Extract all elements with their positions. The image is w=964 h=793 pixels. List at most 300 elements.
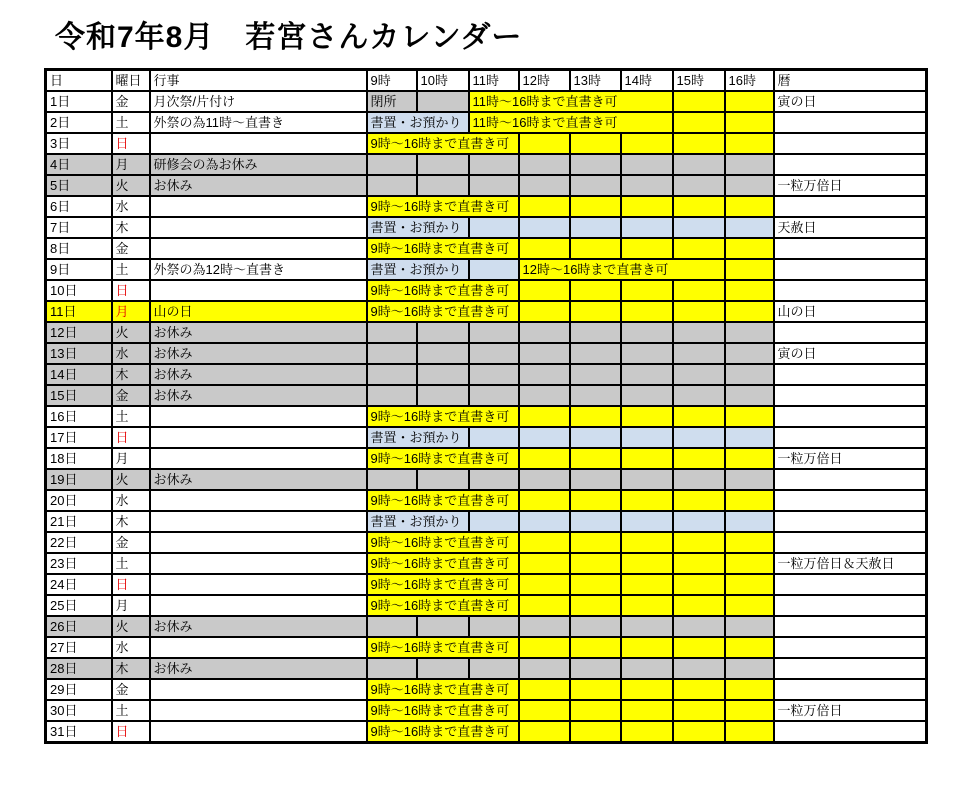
time-slot-cell xyxy=(725,616,774,637)
time-slot-cell: 9時～16時まで直書き可 xyxy=(367,238,519,259)
time-slot-cell xyxy=(570,301,621,322)
weekday-cell: 火 xyxy=(112,469,150,490)
event-cell xyxy=(150,574,367,595)
time-slot-cell: 9時～16時まで直書き可 xyxy=(367,406,519,427)
time-slot-cell xyxy=(469,469,519,490)
event-cell: 外祭の為11時～直書き xyxy=(150,112,367,133)
date-cell: 22日 xyxy=(46,532,112,553)
time-slot-cell: 9時～16時まで直書き可 xyxy=(367,679,519,700)
koyomi-cell xyxy=(774,259,927,280)
time-slot-cell xyxy=(519,343,570,364)
time-slot-cell xyxy=(570,385,621,406)
weekday-cell: 土 xyxy=(112,406,150,427)
time-slot-cell xyxy=(621,196,673,217)
koyomi-cell xyxy=(774,721,927,743)
time-slot-cell xyxy=(725,490,774,511)
koyomi-cell xyxy=(774,322,927,343)
calendar-row-8日 xyxy=(46,238,927,259)
calendar-row-4日 xyxy=(46,154,927,175)
calendar-row-29日 xyxy=(46,679,927,700)
time-slot-cell xyxy=(621,574,673,595)
koyomi-cell: 寅の日 xyxy=(774,343,927,364)
time-slot-cell xyxy=(673,301,725,322)
time-slot-cell xyxy=(673,406,725,427)
time-slot-cell xyxy=(673,553,725,574)
column-header-曜日: 曜日 xyxy=(112,70,150,92)
weekday-cell: 日 xyxy=(112,574,150,595)
time-slot-cell xyxy=(417,658,469,679)
koyomi-cell: 山の日 xyxy=(774,301,927,322)
time-slot-cell xyxy=(570,721,621,743)
time-slot-cell: 9時～16時まで直書き可 xyxy=(367,133,519,154)
time-slot-cell xyxy=(621,133,673,154)
time-slot-cell: 9時～16時まで直書き可 xyxy=(367,595,519,616)
time-slot-cell xyxy=(621,616,673,637)
time-slot-cell xyxy=(673,679,725,700)
date-cell: 27日 xyxy=(46,637,112,658)
calendar-row-3日 xyxy=(46,133,927,154)
column-header-13時: 13時 xyxy=(570,70,621,92)
time-slot-cell xyxy=(673,532,725,553)
time-slot-cell xyxy=(725,217,774,238)
time-slot-cell xyxy=(519,553,570,574)
time-slot-cell xyxy=(469,616,519,637)
time-slot-cell xyxy=(673,658,725,679)
time-slot-cell xyxy=(725,154,774,175)
date-cell: 15日 xyxy=(46,385,112,406)
time-slot-cell xyxy=(725,553,774,574)
time-slot-cell xyxy=(725,532,774,553)
time-slot-cell xyxy=(570,448,621,469)
weekday-cell: 水 xyxy=(112,490,150,511)
time-slot-cell xyxy=(725,448,774,469)
weekday-cell: 火 xyxy=(112,322,150,343)
koyomi-cell: 一粒万倍日 xyxy=(774,700,927,721)
time-slot-cell xyxy=(725,406,774,427)
event-cell: 研修会の為お休み xyxy=(150,154,367,175)
weekday-cell: 月 xyxy=(112,301,150,322)
event-cell: お休み xyxy=(150,385,367,406)
time-slot-cell xyxy=(621,427,673,448)
time-slot-cell xyxy=(725,112,774,133)
time-slot-cell: 9時～16時まで直書き可 xyxy=(367,553,519,574)
time-slot-cell xyxy=(725,511,774,532)
calendar-row-12日 xyxy=(46,322,927,343)
time-slot-cell xyxy=(725,301,774,322)
time-slot-cell xyxy=(725,637,774,658)
weekday-cell: 日 xyxy=(112,133,150,154)
time-slot-cell xyxy=(725,658,774,679)
weekday-cell: 木 xyxy=(112,364,150,385)
event-cell xyxy=(150,448,367,469)
weekday-cell: 土 xyxy=(112,553,150,574)
weekday-cell: 月 xyxy=(112,448,150,469)
date-cell: 21日 xyxy=(46,511,112,532)
time-slot-cell xyxy=(570,616,621,637)
time-slot-cell: 9時～16時まで直書き可 xyxy=(367,448,519,469)
time-slot-cell xyxy=(367,364,417,385)
time-slot-cell xyxy=(673,364,725,385)
koyomi-cell xyxy=(774,658,927,679)
time-slot-cell xyxy=(367,616,417,637)
koyomi-cell: 天赦日 xyxy=(774,217,927,238)
time-slot-cell xyxy=(621,217,673,238)
time-slot-cell xyxy=(519,700,570,721)
column-header-暦: 暦 xyxy=(774,70,927,92)
time-slot-cell xyxy=(519,490,570,511)
time-slot-cell xyxy=(469,343,519,364)
time-slot-cell xyxy=(469,511,519,532)
time-slot-cell xyxy=(621,364,673,385)
weekday-cell: 日 xyxy=(112,280,150,301)
time-slot-cell xyxy=(469,322,519,343)
time-slot-cell xyxy=(417,343,469,364)
calendar-table-container xyxy=(44,68,928,744)
weekday-cell: 木 xyxy=(112,217,150,238)
calendar-row-22日 xyxy=(46,532,927,553)
date-cell: 5日 xyxy=(46,175,112,196)
time-slot-cell xyxy=(570,553,621,574)
date-cell: 16日 xyxy=(46,406,112,427)
time-slot-cell xyxy=(469,259,519,280)
date-cell: 2日 xyxy=(46,112,112,133)
time-slot-cell xyxy=(519,175,570,196)
time-slot-cell xyxy=(673,574,725,595)
event-cell: お休み xyxy=(150,322,367,343)
calendar-row-1日 xyxy=(46,91,927,112)
time-slot-cell xyxy=(519,364,570,385)
koyomi-cell xyxy=(774,595,927,616)
koyomi-cell: 一粒万倍日＆天赦日 xyxy=(774,553,927,574)
time-slot-cell xyxy=(519,658,570,679)
time-slot-cell xyxy=(725,595,774,616)
event-cell xyxy=(150,595,367,616)
time-slot-cell xyxy=(469,385,519,406)
time-slot-cell xyxy=(417,616,469,637)
time-slot-cell xyxy=(469,175,519,196)
time-slot-cell xyxy=(417,322,469,343)
time-slot-cell xyxy=(570,238,621,259)
time-slot-cell xyxy=(519,133,570,154)
column-header-15時: 15時 xyxy=(673,70,725,92)
time-slot-cell xyxy=(621,469,673,490)
koyomi-cell xyxy=(774,196,927,217)
column-header-16時: 16時 xyxy=(725,70,774,92)
time-slot-cell xyxy=(725,238,774,259)
time-slot-cell xyxy=(621,406,673,427)
time-slot-cell xyxy=(621,658,673,679)
koyomi-cell xyxy=(774,112,927,133)
calendar-row-28日 xyxy=(46,658,927,679)
date-cell: 1日 xyxy=(46,91,112,112)
weekday-cell: 日 xyxy=(112,721,150,743)
column-header-行事: 行事 xyxy=(150,70,367,92)
time-slot-cell xyxy=(621,490,673,511)
time-slot-cell xyxy=(417,91,469,112)
time-slot-cell xyxy=(570,490,621,511)
time-slot-cell xyxy=(570,406,621,427)
time-slot-cell xyxy=(570,637,621,658)
event-cell xyxy=(150,553,367,574)
time-slot-cell xyxy=(673,154,725,175)
time-slot-cell xyxy=(519,196,570,217)
koyomi-cell xyxy=(774,532,927,553)
time-slot-cell xyxy=(621,343,673,364)
time-slot-cell xyxy=(519,511,570,532)
time-slot-cell xyxy=(469,427,519,448)
weekday-cell: 木 xyxy=(112,511,150,532)
event-cell xyxy=(150,217,367,238)
calendar-row-23日 xyxy=(46,553,927,574)
event-cell: お休み xyxy=(150,364,367,385)
calendar-table xyxy=(44,68,928,744)
koyomi-cell xyxy=(774,406,927,427)
time-slot-cell xyxy=(469,154,519,175)
koyomi-cell xyxy=(774,280,927,301)
time-slot-cell: 12時～16時まで直書き可 xyxy=(519,259,725,280)
column-header-日: 日 xyxy=(46,70,112,92)
date-cell: 19日 xyxy=(46,469,112,490)
event-cell xyxy=(150,238,367,259)
date-cell: 17日 xyxy=(46,427,112,448)
calendar-row-15日 xyxy=(46,385,927,406)
time-slot-cell xyxy=(673,175,725,196)
event-cell: 外祭の為12時～直書き xyxy=(150,259,367,280)
koyomi-cell xyxy=(774,154,927,175)
time-slot-cell xyxy=(519,679,570,700)
event-cell xyxy=(150,721,367,743)
koyomi-cell xyxy=(774,511,927,532)
koyomi-cell xyxy=(774,364,927,385)
calendar-row-31日 xyxy=(46,721,927,743)
time-slot-cell xyxy=(519,637,570,658)
date-cell: 25日 xyxy=(46,595,112,616)
time-slot-cell xyxy=(725,364,774,385)
time-slot-cell xyxy=(519,469,570,490)
time-slot-cell xyxy=(621,511,673,532)
event-cell xyxy=(150,280,367,301)
column-header-12時: 12時 xyxy=(519,70,570,92)
time-slot-cell xyxy=(519,154,570,175)
event-cell xyxy=(150,532,367,553)
time-slot-cell xyxy=(673,238,725,259)
time-slot-cell xyxy=(673,490,725,511)
weekday-cell: 木 xyxy=(112,658,150,679)
calendar-row-17日 xyxy=(46,427,927,448)
time-slot-cell xyxy=(621,154,673,175)
date-cell: 31日 xyxy=(46,721,112,743)
time-slot-cell xyxy=(725,322,774,343)
date-cell: 3日 xyxy=(46,133,112,154)
time-slot-cell xyxy=(417,364,469,385)
calendar-row-14日 xyxy=(46,364,927,385)
koyomi-cell xyxy=(774,574,927,595)
time-slot-cell xyxy=(673,427,725,448)
time-slot-cell xyxy=(570,154,621,175)
koyomi-cell xyxy=(774,679,927,700)
time-slot-cell xyxy=(673,637,725,658)
time-slot-cell xyxy=(417,154,469,175)
weekday-cell: 水 xyxy=(112,343,150,364)
time-slot-cell xyxy=(570,532,621,553)
time-slot-cell xyxy=(570,364,621,385)
date-cell: 18日 xyxy=(46,448,112,469)
date-cell: 7日 xyxy=(46,217,112,238)
time-slot-cell xyxy=(519,448,570,469)
calendar-row-20日 xyxy=(46,490,927,511)
time-slot-cell xyxy=(621,322,673,343)
time-slot-cell xyxy=(570,427,621,448)
time-slot-cell: 書置・お預かり xyxy=(367,259,469,280)
time-slot-cell xyxy=(570,574,621,595)
time-slot-cell xyxy=(417,175,469,196)
time-slot-cell xyxy=(621,553,673,574)
date-cell: 28日 xyxy=(46,658,112,679)
date-cell: 4日 xyxy=(46,154,112,175)
calendar-row-19日 xyxy=(46,469,927,490)
time-slot-cell: 9時～16時まで直書き可 xyxy=(367,490,519,511)
time-slot-cell xyxy=(673,280,725,301)
time-slot-cell xyxy=(725,196,774,217)
weekday-cell: 月 xyxy=(112,595,150,616)
calendar-row-18日 xyxy=(46,448,927,469)
time-slot-cell xyxy=(417,469,469,490)
time-slot-cell xyxy=(673,196,725,217)
time-slot-cell: 9時～16時まで直書き可 xyxy=(367,700,519,721)
time-slot-cell: 9時～16時まで直書き可 xyxy=(367,532,519,553)
event-cell xyxy=(150,133,367,154)
date-cell: 30日 xyxy=(46,700,112,721)
time-slot-cell xyxy=(673,112,725,133)
time-slot-cell xyxy=(570,700,621,721)
date-cell: 26日 xyxy=(46,616,112,637)
weekday-cell: 金 xyxy=(112,385,150,406)
time-slot-cell: 9時～16時まで直書き可 xyxy=(367,280,519,301)
column-header-10時: 10時 xyxy=(417,70,469,92)
event-cell: 山の日 xyxy=(150,301,367,322)
date-cell: 20日 xyxy=(46,490,112,511)
time-slot-cell xyxy=(519,217,570,238)
koyomi-cell xyxy=(774,490,927,511)
time-slot-cell xyxy=(519,721,570,743)
event-cell xyxy=(150,196,367,217)
time-slot-cell xyxy=(621,679,673,700)
time-slot-cell xyxy=(673,343,725,364)
time-slot-cell xyxy=(621,175,673,196)
time-slot-cell xyxy=(673,322,725,343)
time-slot-cell: 9時～16時まで直書き可 xyxy=(367,301,519,322)
koyomi-cell xyxy=(774,469,927,490)
time-slot-cell xyxy=(621,700,673,721)
weekday-cell: 金 xyxy=(112,91,150,112)
time-slot-cell xyxy=(519,322,570,343)
event-cell: お休み xyxy=(150,616,367,637)
koyomi-cell xyxy=(774,238,927,259)
time-slot-cell xyxy=(725,700,774,721)
time-slot-cell xyxy=(367,154,417,175)
calendar-row-16日 xyxy=(46,406,927,427)
event-cell xyxy=(150,511,367,532)
date-cell: 10日 xyxy=(46,280,112,301)
date-cell: 13日 xyxy=(46,343,112,364)
date-cell: 24日 xyxy=(46,574,112,595)
time-slot-cell xyxy=(519,532,570,553)
time-slot-cell xyxy=(725,280,774,301)
event-cell xyxy=(150,427,367,448)
time-slot-cell xyxy=(570,511,621,532)
time-slot-cell xyxy=(725,133,774,154)
time-slot-cell xyxy=(519,385,570,406)
time-slot-cell xyxy=(367,343,417,364)
time-slot-cell xyxy=(673,721,725,743)
time-slot-cell: 書置・お預かり xyxy=(367,427,469,448)
time-slot-cell xyxy=(570,196,621,217)
calendar-row-7日 xyxy=(46,217,927,238)
time-slot-cell xyxy=(621,280,673,301)
time-slot-cell xyxy=(570,679,621,700)
calendar-row-11日 xyxy=(46,301,927,322)
event-cell xyxy=(150,406,367,427)
time-slot-cell: 閉所 xyxy=(367,91,417,112)
time-slot-cell: 書置・お預かり xyxy=(367,511,469,532)
event-cell: お休み xyxy=(150,343,367,364)
weekday-cell: 土 xyxy=(112,700,150,721)
koyomi-cell xyxy=(774,133,927,154)
time-slot-cell xyxy=(673,511,725,532)
time-slot-cell xyxy=(570,595,621,616)
date-cell: 14日 xyxy=(46,364,112,385)
event-cell xyxy=(150,637,367,658)
time-slot-cell xyxy=(621,238,673,259)
date-cell: 6日 xyxy=(46,196,112,217)
page-title: 令和7年8月 若宮さんカレンダー xyxy=(55,21,523,54)
event-cell: 月次祭/片付け xyxy=(150,91,367,112)
weekday-cell: 土 xyxy=(112,112,150,133)
event-cell: お休み xyxy=(150,469,367,490)
time-slot-cell xyxy=(519,616,570,637)
weekday-cell: 日 xyxy=(112,427,150,448)
time-slot-cell xyxy=(519,595,570,616)
time-slot-cell xyxy=(725,574,774,595)
koyomi-cell xyxy=(774,427,927,448)
date-cell: 11日 xyxy=(46,301,112,322)
time-slot-cell xyxy=(570,175,621,196)
time-slot-cell xyxy=(469,217,519,238)
date-cell: 9日 xyxy=(46,259,112,280)
time-slot-cell xyxy=(725,469,774,490)
weekday-cell: 水 xyxy=(112,196,150,217)
time-slot-cell xyxy=(673,91,725,112)
time-slot-cell xyxy=(621,595,673,616)
time-slot-cell xyxy=(519,301,570,322)
weekday-cell: 金 xyxy=(112,532,150,553)
time-slot-cell: 9時～16時まで直書き可 xyxy=(367,574,519,595)
calendar-row-24日 xyxy=(46,574,927,595)
time-slot-cell xyxy=(725,175,774,196)
time-slot-cell: 書置・お預かり xyxy=(367,112,469,133)
time-slot-cell: 11時～16時まで直書き可 xyxy=(469,112,673,133)
header-row xyxy=(46,70,927,92)
time-slot-cell xyxy=(673,700,725,721)
event-cell xyxy=(150,490,367,511)
time-slot-cell xyxy=(725,385,774,406)
event-cell: お休み xyxy=(150,658,367,679)
time-slot-cell xyxy=(519,238,570,259)
time-slot-cell xyxy=(673,385,725,406)
time-slot-cell xyxy=(725,721,774,743)
time-slot-cell xyxy=(570,280,621,301)
time-slot-cell xyxy=(621,385,673,406)
